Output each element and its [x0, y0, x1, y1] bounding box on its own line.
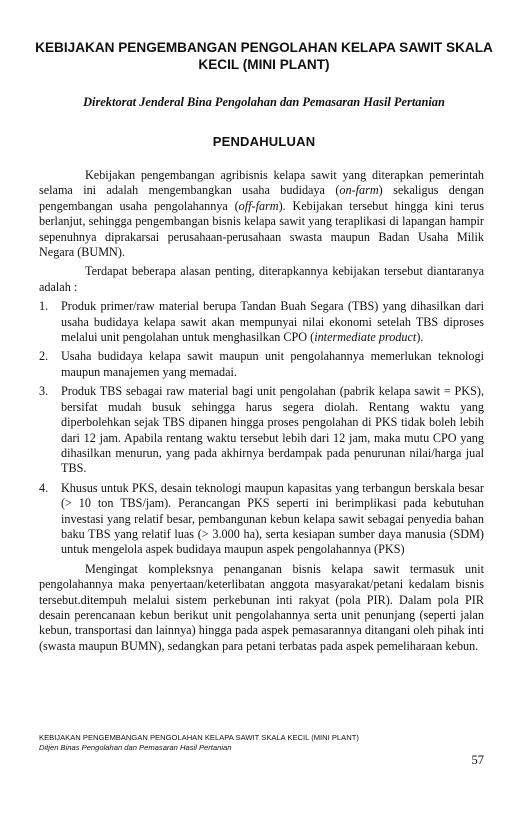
paragraph-text: ). Kebijakan tersebut hingga kini terus berlanjut, sehingga pengembangan bisnis kelapa sawit yang teraplikasi di lapangan hampir sepenuhnya diprakarsai perusahaan-perusahaan swasta maupun Badan Usaha Milik Negara (BUMN).	[39, 198, 484, 260]
author-affiliation: Direktorat Jenderal Bina Pengolahan dan Pemasaran Hasil Pertanian	[83, 95, 445, 109]
list-item	[39, 299, 484, 345]
list-item	[39, 481, 484, 558]
list-text: Usaha budidaya kelapa sawit maupun unit pengolahannya memerlukan teknologi maupun manajemen yang memadai.	[61, 349, 484, 379]
body-text	[39, 168, 484, 654]
paragraph-text: ) sekaligus dengan pengembangan usaha pengolahannya (	[39, 183, 484, 213]
list-item	[39, 384, 484, 476]
list-number: 1.	[39, 299, 49, 314]
paper-title: KEBIJAKAN PENGEMBANGAN PENGOLAHAN KELAPA SAWIT SKALA KECIL (MINI PLANT)	[35, 40, 493, 72]
list-text: Produk primer/raw material berupa Tandan Buah Segara (TBS) yang dihasilkan dari usaha budidaya kelapa sawit akan mempunyai nilai ekonomi setelah TBS diproses melalui unit pengolahan untuk menghasilkan CPO (	[61, 299, 484, 345]
list-text: ).	[416, 330, 424, 345]
reasons-list	[39, 299, 484, 558]
italic-term: intermediate product	[314, 330, 417, 345]
footer-publisher: Ditjen Binas Pengolahan dan Pemasaran Hasil Pertanian	[39, 743, 232, 752]
list-text: Produk TBS sebagai raw material bagi unit pengolahan (pabrik kelapa sawit = PKS), bersifat mudah busuk sehingga harus segera diolah. Rentang waktu yang diperbolehkan sejak TBS dipanen hingga proses pengolahan di PKS tidak boleh lebih dari 12 jam. Apabila rentang waktu tersebut lebih dari 12 jam, maka mutu CPO yang dihasilkan menurun, yang pada akhirnya berdampak pada penurunan nilai/harga jual TBS.	[61, 384, 484, 476]
footer-title: KEBIJAKAN PENGEMBANGAN PENGOLAHAN KELAPA SAWIT SKALA KECIL (MINI PLANT)	[39, 733, 359, 742]
page-number: 57	[471, 753, 484, 767]
list-number: 4.	[39, 480, 49, 495]
page-footer	[39, 733, 484, 753]
paragraph-conclusion: Mengingat kompleksnya penanganan bisnis kelapa sawit termasuk unit pengolahannya maka penyertaan/keterlibatan anggota masyarakat/petani kedalam bisnis tersebut.ditempuh melalui sistem perkebunan inti rakyat (pola PIR). Dalam pola PIR desain perencanaan kebun berikut unit pengolahannya serta unit penunjang (seperti jalan kebun, transportasi dan lainnya) hingga pada aspek pemasarannya ditangani oleh pihak inti (swasta maupun BUMN), sedangkan para petani terbatas pada aspek pemeliharaan kebun.	[39, 561, 484, 653]
paragraph-text: Kebijakan pengembangan agribisnis kelapa sawit yang diterapkan pemerintah selama ini adalah mengembangkan usaha budidaya (	[39, 168, 484, 198]
list-number: 3.	[39, 384, 49, 399]
paragraph-intro	[39, 168, 484, 260]
list-text: Khusus untuk PKS, desain teknologi maupun kapasitas yang terbangun berskala besar (> 10 ton TBS/jam). Perancangan PKS seperti ini berimplikasi pada kebutuhan investasi yang relatif besar, pembangunan kebun kelapa sawit sebagai penyedia bahan baku TBS yang relatif luas (> 3.000 ha), serta kesiapan sumber daya manusia (SDM) untuk mengelola aspek budidaya maupun aspek pengolahannya (PKS)	[61, 480, 484, 557]
italic-term: off-farm	[238, 198, 279, 213]
italic-term: on-farm	[339, 183, 379, 198]
paragraph-reasons-intro: Terdapat beberapa alasan penting, diterapkannya kebijakan tersebut diantaranya adalah :	[39, 264, 484, 294]
list-item	[39, 349, 484, 380]
list-number: 2.	[39, 349, 49, 364]
section-heading: PENDAHULUAN	[212, 134, 316, 149]
